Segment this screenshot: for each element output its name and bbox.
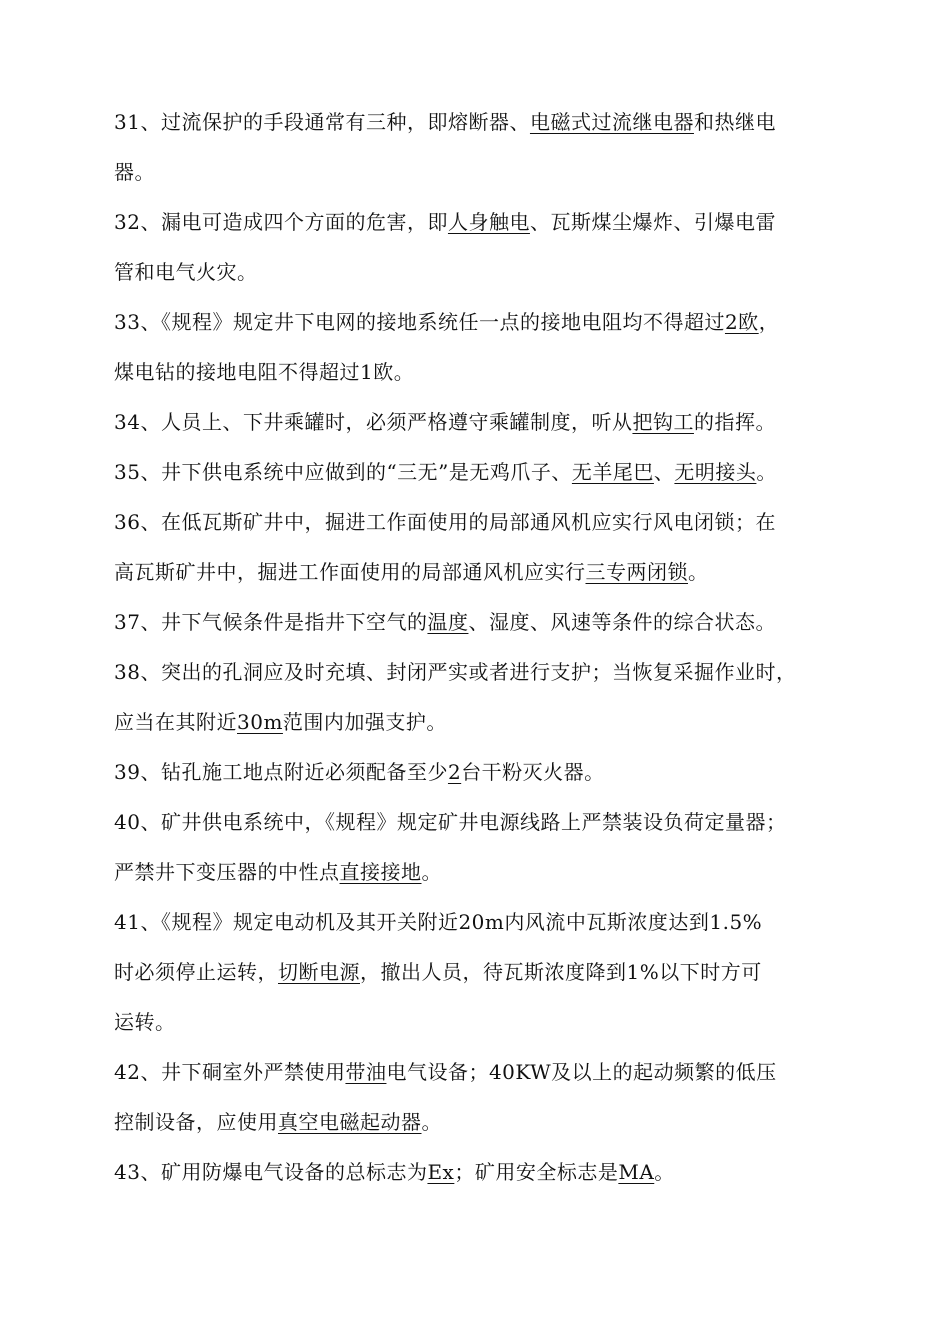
text-line (114, 1009, 176, 1035)
text-line (114, 1059, 777, 1085)
answer-underlined: 带油 (345, 1060, 387, 1084)
line-text: 31、过流保护的手段通常有三种，即熔断器、 (114, 110, 530, 134)
line-text: 、瓦斯煤尘爆炸、引爆电雷 (529, 210, 776, 234)
answer-underlined: 切断电源 (278, 960, 360, 984)
answer-underlined: 把钩工 (632, 410, 694, 434)
line-text: 34、人员上、下井乘罐时，必须严格遵守乘罐制度，听从 (114, 410, 633, 434)
text-line (114, 559, 709, 585)
line-text: 37、井下气候条件是指井下空气的 (114, 610, 428, 634)
line-text: 应当在其附近 (114, 710, 237, 734)
answer-underlined: Ex (427, 1160, 455, 1184)
text-line (114, 709, 447, 735)
line-text: 32、漏电可造成四个方面的危害，即 (114, 210, 448, 234)
text-line (114, 209, 776, 235)
line-text: 高瓦斯矿井中，掘进工作面使用的局部通风机应实行 (114, 560, 586, 584)
line-text: 、 (653, 460, 675, 484)
text-line (114, 159, 155, 185)
answer-underlined: 30m (237, 710, 283, 734)
line-text: 38、突出的孔洞应及时充填、封闭严实或者进行支护；当恢复采掘作业时， (114, 660, 797, 684)
text-line (114, 309, 779, 335)
text-line (114, 909, 762, 935)
text-line (114, 359, 414, 385)
answer-underlined: 真空电磁起动器 (278, 1110, 422, 1134)
answer-underlined: 温度 (427, 610, 469, 634)
line-text: 35、井下供电系统中应做到的“三无”是无鸡爪子、 (114, 460, 572, 484)
answer-underlined: 三专两闭锁 (585, 560, 688, 584)
line-text: ，撤出人员，待瓦斯浓度降到1%以下时方可 (360, 960, 762, 984)
line-text: 。 (421, 860, 442, 884)
text-line (114, 609, 776, 635)
line-text: 。 (421, 1110, 442, 1134)
line-text: 控制设备，应使用 (114, 1110, 278, 1134)
line-text: 煤电钻的接地电阻不得超过1欧。 (114, 360, 415, 384)
line-text: 范围内加强支护。 (282, 710, 447, 734)
text-line (114, 109, 776, 135)
line-text: 39、钻孔施工地点附近必须配备至少 (114, 760, 448, 784)
text-line (114, 409, 776, 435)
text-line (114, 259, 258, 285)
line-text: 管和电气火灾。 (114, 260, 258, 284)
text-line (114, 959, 762, 985)
line-text: 和热继电 (693, 110, 776, 134)
line-text: 台干粉灭火器。 (461, 760, 605, 784)
line-text: 40、矿井供电系统中，《规程》规定矿井电源线路上严禁装设负荷定量器； (114, 810, 787, 834)
answer-underlined: 电磁式过流继电器 (529, 110, 694, 134)
line-text: 。 (654, 1160, 675, 1184)
line-text: 。 (688, 560, 709, 584)
answer-underlined: 无明接头 (674, 460, 757, 484)
answer-underlined: MA (618, 1160, 655, 1184)
line-text: 41、《规程》规定电动机及其开关附近20m内风流中瓦斯浓度达到1.5% (114, 910, 763, 934)
line-text: 电气设备；40KW及以上的起动频繁的低压 (386, 1060, 777, 1084)
text-line (114, 759, 605, 785)
answer-underlined: 2欧 (724, 310, 759, 334)
line-text: 42、井下硐室外严禁使用 (114, 1060, 346, 1084)
line-text: 时必须停止运转， (114, 960, 278, 984)
text-line (114, 1109, 442, 1135)
text-line (114, 809, 786, 835)
text-line (114, 459, 777, 485)
line-text: 的指挥。 (693, 410, 776, 434)
line-text: ， (758, 310, 780, 334)
line-text: 43、矿用防爆电气设备的总标志为 (114, 1160, 428, 1184)
line-text: ；矿用安全标志是 (454, 1160, 619, 1184)
answer-underlined: 直接接地 (339, 860, 422, 884)
line-text: 严禁井下变压器的中性点 (114, 860, 340, 884)
line-text: 、湿度、风速等条件的综合状态。 (468, 610, 776, 634)
answer-underlined: 人身触电 (447, 210, 530, 234)
text-line (114, 509, 776, 535)
answer-underlined: 2 (447, 760, 462, 784)
line-text: 。 (756, 460, 777, 484)
line-text: 33、《规程》规定井下电网的接地系统任一点的接地电阻均不得超过 (114, 310, 725, 334)
line-text: 36、在低瓦斯矿井中，掘进工作面使用的局部通风机应实行风电闭锁；在 (114, 510, 776, 534)
text-line (114, 659, 796, 685)
text-line (114, 859, 442, 885)
line-text: 器。 (114, 160, 155, 184)
line-text: 运转。 (114, 1010, 176, 1034)
text-line (114, 1159, 675, 1185)
answer-underlined: 无羊尾巴 (571, 460, 654, 484)
